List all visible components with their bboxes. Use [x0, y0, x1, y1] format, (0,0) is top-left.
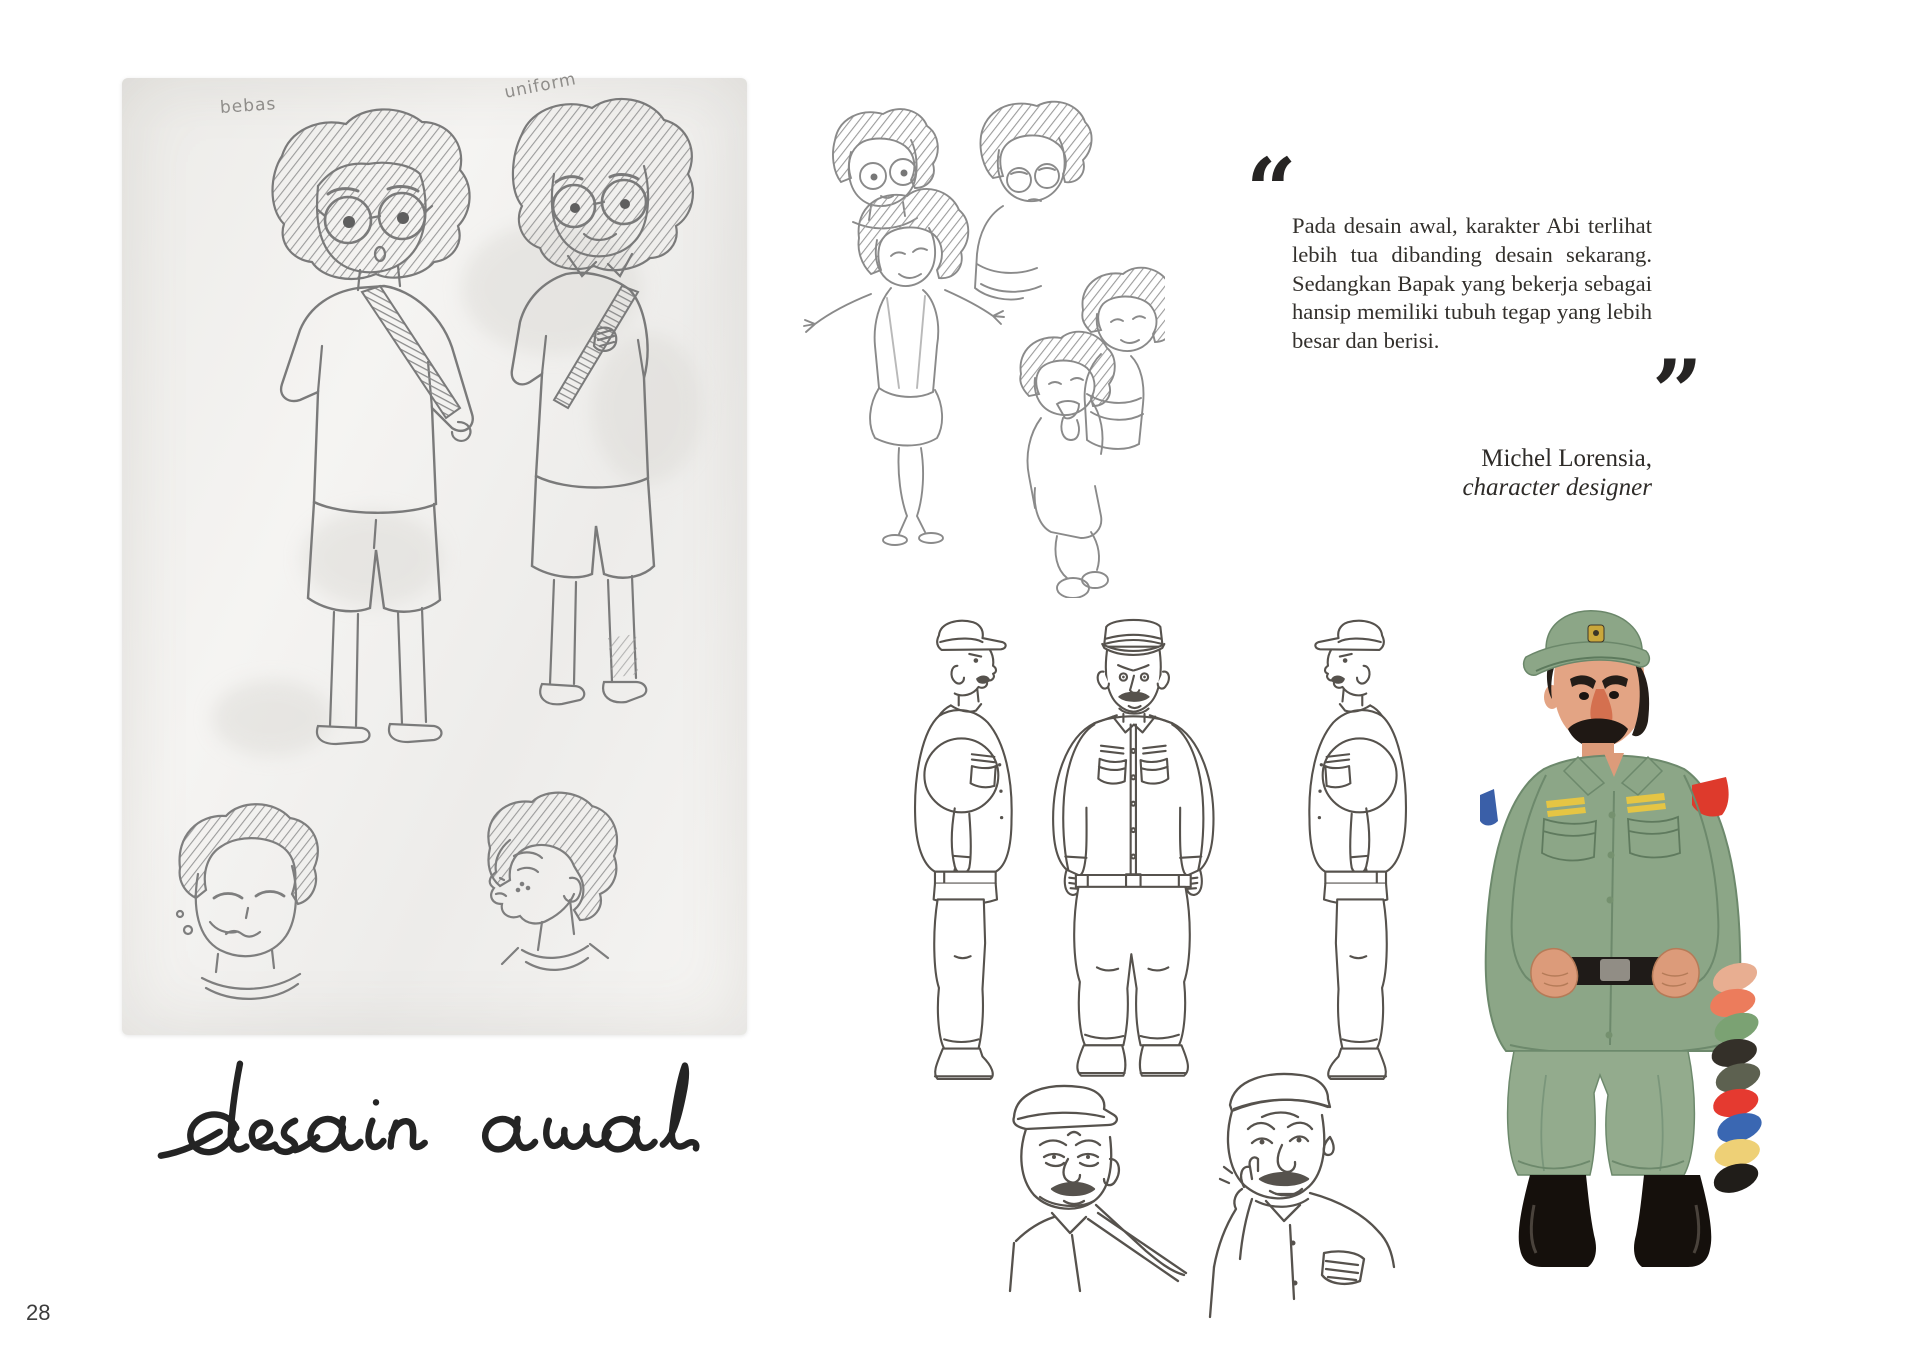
page-number: 28: [26, 1300, 51, 1325]
guard-turnaround-lineart: [878, 605, 1438, 1350]
boy-pose-studies-drawing: [795, 88, 1165, 598]
guard-hand-right: [1652, 949, 1699, 998]
boy-character-sketches-drawing: [122, 78, 747, 1035]
attribution-name: Michel Lorensia,: [1481, 445, 1652, 472]
guard-hand-left: [1531, 949, 1578, 998]
pencil-sketch-paper: [122, 69, 747, 1035]
caption-desain-awal: [148, 1048, 718, 1193]
open-quote-mark: “: [1246, 138, 1297, 242]
guard-expression-worried: [1010, 1086, 1186, 1291]
quote-text: Pada desain awal, karakter Abi terlihat lebih tua dibanding desain sekarang. Sedangkan Bapak yang bekerja sebagai hansip memiliki tubuh tegap yang lebih besar dan berisi.: [1292, 213, 1652, 354]
shoulder-patch-blue: [1480, 789, 1498, 826]
sketch-label-casual: bebas: [219, 94, 277, 118]
quote-attribution: [1350, 444, 1652, 502]
sketch-head-profile-drawing: [488, 793, 617, 970]
guard-pants: [1508, 1051, 1695, 1175]
guard-side-view-right: [1309, 621, 1406, 1079]
guard-front-view: [1053, 620, 1213, 1076]
close-quote-mark: ”: [1652, 340, 1703, 444]
attribution-role: character designer: [1462, 474, 1652, 501]
sketch-head-front-drawing: [177, 804, 318, 999]
guard-side-view-left: [915, 621, 1012, 1079]
sketch-label-uniform: uniform: [502, 69, 579, 103]
handwritten-caption-drawing: [148, 1048, 718, 1188]
sketch-boy-casual: [273, 109, 473, 744]
guard-expression-nervous: [1210, 1074, 1394, 1317]
